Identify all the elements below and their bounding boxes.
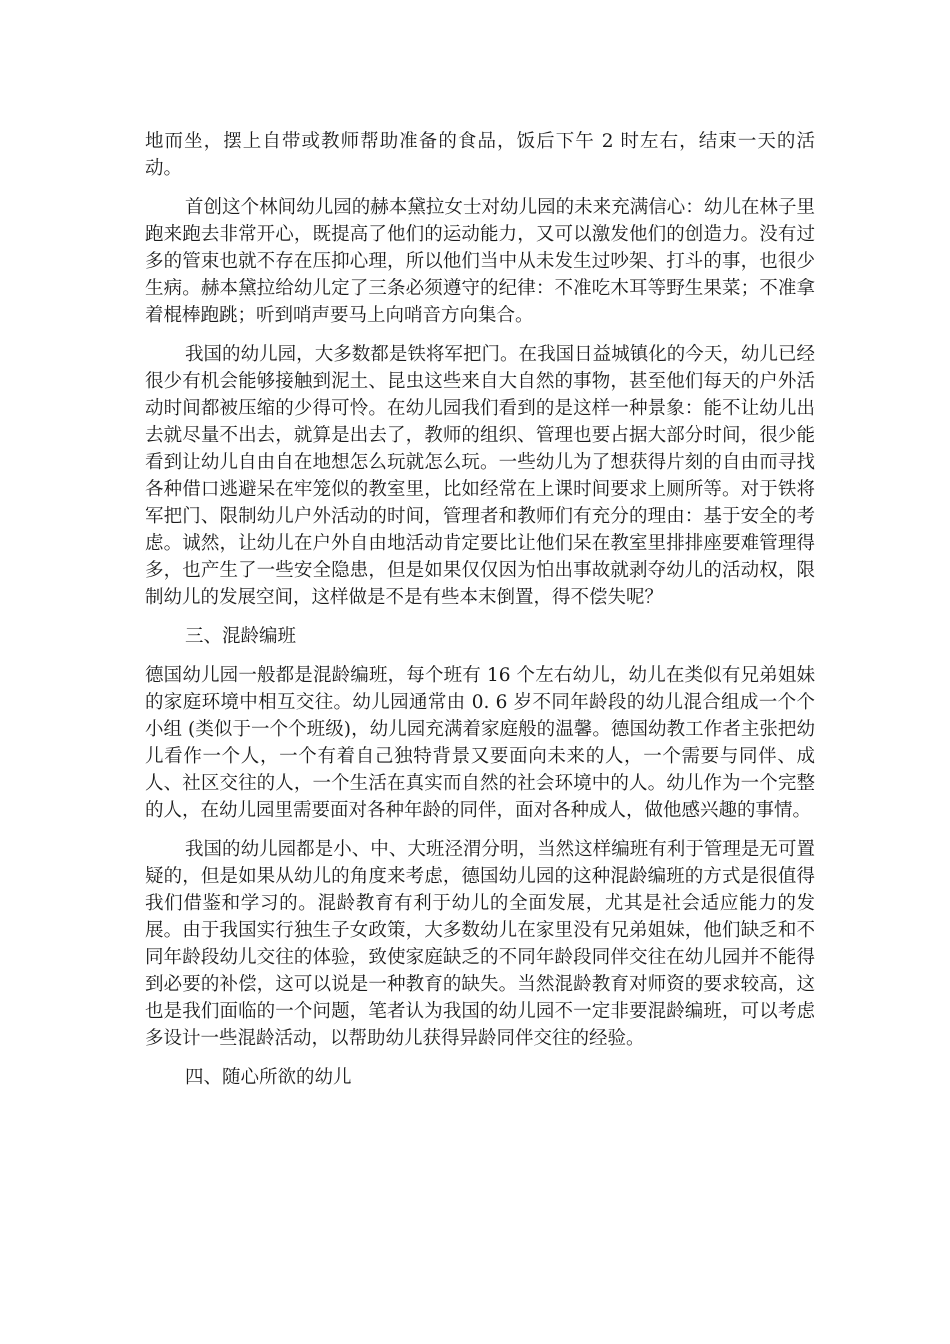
paragraph-forest-kindergarten: 首创这个林间幼儿园的赫本黛拉女士对幼儿园的未来充满信心：幼儿在林子里跑来跑去非常开心，既提高了他们的运动能力，又可以激发他们的创造力。没有过多的管束也就不存在压抑心理，所以他们当中从未发生过吵架、打斗的事，也很少生病。赫本黛拉给幼儿定了三条必须遵守的纪律：不准吃木耳等野生果菜；不准拿着棍棒跑跳；听到哨声要马上向哨音方向集合。 <box>145 197 815 326</box>
paragraph-german-mixed-age: 德国幼儿园一般都是混龄编班，每个班有 16 个左右幼儿，幼儿在类似有兄弟姐妹的家庭环境中相互交往。幼儿园通常由 0. 6 岁不同年龄段的幼儿混合组成一个个小组 (类似于一个个班级)，幼儿园充满着家庭般的温馨。德国幼教工作者主张把幼儿看作一个人，一个有着自己独特背景又要面向未来的人，一个需要与同伴、成人、社区交往的人，一个生活在真实而自然的社会环境中的人。幼儿作为一个完整的人，在幼儿园里需要面对各种年龄的同伴，面对各种成人，做他感兴趣的事情。 <box>145 665 815 821</box>
document-page <box>145 128 815 1103</box>
paragraph-continuation: 地而坐，摆上自带或教师帮助准备的食品，饭后下午 2 时左右，结束一天的活动。 <box>145 131 815 179</box>
paragraph-china-kindergarten: 我国的幼儿园，大多数都是铁将军把门。在我国日益城镇化的今天，幼儿已经很少有机会能够接触到泥土、昆虫这些来自大自然的事物，甚至他们每天的户外活动时间都被压缩的少得可怜。在幼儿园我们看到的是这样一种景象：能不让幼儿出去就尽量不出去，就算是出去了，教师的组织、管理也要占据大部分时间，很少能看到让幼儿自由自在地想怎么玩就怎么玩。一些幼儿为了想获得片刻的自由而寻找各种借口逃避呆在牢笼似的教室里，比如经常在上课时间要求上厕所等。对于铁将军把门、限制幼儿户外活动的时间，管理者和教师们有充分的理由：基于安全的考虑。诚然，让幼儿在户外自由地活动肯定要比让他们呆在教室里排排座要难管理得多，也产生了一些安全隐患，但是如果仅仅因为怕出事故就剥夺幼儿的活动权，限制幼儿的发展空间，这样做是不是有些本末倒置，得不偿失呢？ <box>145 344 815 608</box>
section-heading-mixed-age: 三、混龄编班 <box>185 626 297 647</box>
section-heading-free-children: 四、随心所欲的幼儿 <box>185 1067 352 1088</box>
paragraph-china-class-grouping: 我国的幼儿园都是小、中、大班泾渭分明，当然这样编班有利于管理是无可置疑的，但是如果从幼儿的角度来考虑，德国幼儿园的这种混龄编班的方式是很值得我们借鉴和学习的。混龄教育有利于幼儿的全面发展，尤其是社会适应能力的发展。由于我国实行独生子女政策，大多数幼儿在家里没有兄弟姐妹，他们缺乏和不同年龄段幼儿交往的体验，致使家庭缺乏的不同年龄段同伴交往在幼儿园并不能得到必要的补偿，这可以说是一种教育的缺失。当然混龄教育对师资的要求较高，这也是我们面临的一个问题，笔者认为我国的幼儿园不一定非要混龄编班，可以考虑多设计一些混龄活动，以帮助幼儿获得异龄同伴交往的经验。 <box>145 839 815 1049</box>
